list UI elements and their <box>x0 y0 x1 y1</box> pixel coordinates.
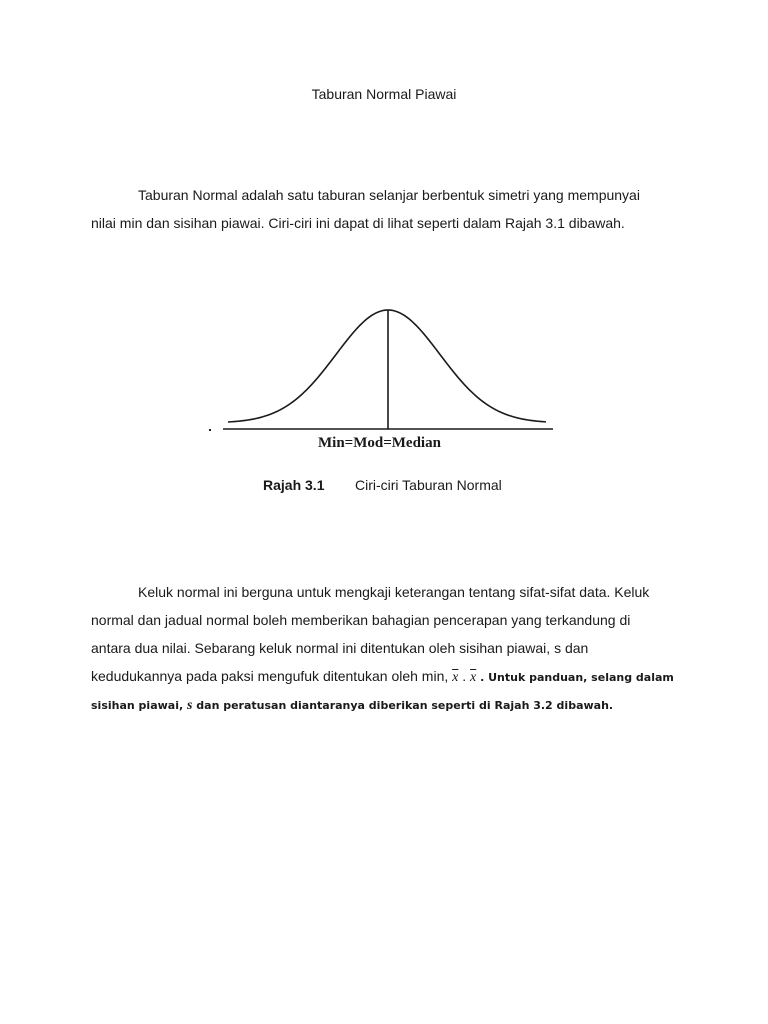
paragraph-line: nilai min dan sisihan piawai. Ciri-ciri ini dapat di lihat seperti dalam Rajah 3.1 dibawah. <box>91 215 625 231</box>
body-paragraph <box>91 578 691 720</box>
figure-label: Min=Mod=Median <box>318 435 441 451</box>
x-bar-symbol: $\overline{x}$ <box>452 670 459 685</box>
bell-curve-diagram <box>208 283 553 458</box>
x-bar-symbol: $\overline{x}$ <box>470 670 477 685</box>
paragraph-line <box>91 692 691 720</box>
line-text: kedudukannya pada paksi mengufuk ditentukan oleh min, <box>91 668 453 684</box>
page-title: Taburan Normal Piawai <box>311 86 457 102</box>
bell-curve <box>228 310 546 422</box>
paragraph-line <box>91 662 691 692</box>
line-text: sisihan piawai, <box>91 699 187 712</box>
figure-caption-text: Ciri-ciri Taburan Normal <box>355 477 502 493</box>
normal-curve-figure <box>208 283 553 458</box>
paragraph-line: normal dan jadual normal boleh memberikan bahagian pencerapan yang terkandung di <box>91 612 631 628</box>
s-symbol: s <box>186 698 193 713</box>
intro-paragraph <box>91 181 688 237</box>
figure-caption-number: Rajah 3.1 <box>263 477 325 493</box>
separator: . <box>458 668 471 684</box>
paragraph-line: Taburan Normal adalah satu taburan selanjar berbentuk simetri yang mempunyai <box>138 187 640 203</box>
line-text: dan peratusan diantaranya diberikan seperti di Rajah 3.2 dibawah. <box>192 699 614 712</box>
paragraph-line: antara dua nilai. Sebarang keluk normal ini ditentukan oleh sisihan piawai, s dan <box>91 640 589 656</box>
line-text: . Untuk panduan, selang dalam <box>476 671 674 684</box>
paragraph-line: Keluk normal ini berguna untuk mengkaji keterangan tentang sifat-sifat data. Keluk <box>138 584 650 600</box>
